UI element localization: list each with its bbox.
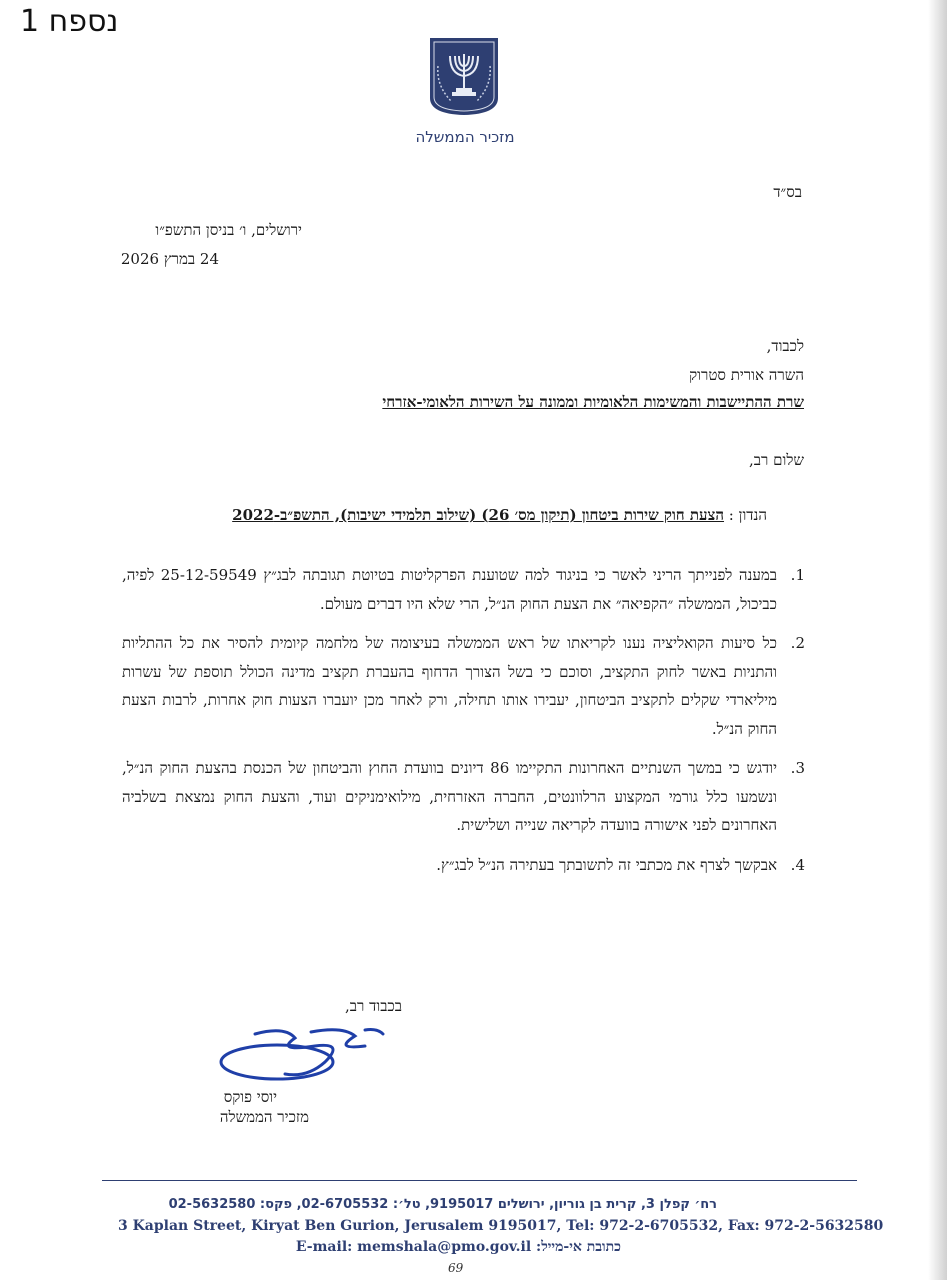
item-number: 1. xyxy=(790,566,805,584)
closing: בכבוד רב, xyxy=(345,997,402,1015)
office-name: מזכיר הממשלה xyxy=(415,128,515,146)
page-number: 69 xyxy=(448,1261,464,1275)
subject-prefix: הנדון : xyxy=(728,506,767,524)
footer-english-address: 3 Kaplan Street, Kiryat Ben Gurion, Jerusalem 9195017, Tel: 972-2-6705532, Fax: 972-2-5632580 xyxy=(118,1218,884,1234)
item-text: אבקשך לצרף את מכתבי זה לתשובתך בעתירה הנ״ל לבג״ץ. xyxy=(436,855,777,874)
date-gregorian: 24 במרץ 2026 xyxy=(120,250,219,268)
footer-divider xyxy=(102,1180,857,1181)
footer-email: E-mail: memshala@pmo.gov.il xyxy=(295,1239,532,1255)
footer-hebrew-address: רח׳ קפלן 3, קרית בן גוריון, ירושלים 9195017, טל׳: 02-6705532, פקס: 02-5632580 xyxy=(168,1197,717,1212)
page-edge-shadow xyxy=(928,0,947,1280)
footer-email-label: כתובת אי-מייל: xyxy=(536,1239,621,1255)
subject-line xyxy=(232,506,767,525)
list-item xyxy=(122,629,805,743)
signer-role: מזכיר הממשלה xyxy=(219,1108,309,1126)
addressee-title: שרת ההתיישבות והמשימות הלאומיות וממונה על השירות הלאומי-אזרחי xyxy=(382,393,804,411)
addressee-name: השרה אורית סטרוק xyxy=(689,366,804,384)
list-item xyxy=(122,754,805,840)
subject-text: הצעת חוק שירות ביטחון (תיקון מס׳ 26) (שילוב תלמידי ישיבות), התשפ״ב-2022 xyxy=(232,506,725,524)
item-text: כל סיעות הקואליציה נענו לקריאתו של ראש הממשלה בעיצומה של מלחמה קיומית להסיר את כל ההתליות והתניות באשר לחוק התקציב, וסוכם כי בשל הצורך הדחוף בהעברת תקציב מדינה הכולל תוספת של עשרות מיליארדי שקלים לתקציב הביטחון, יעבירו אותו תחילה, ורק לאחר מכן יועברו הצעות חוק אחרות, לרבות הצעת החוק הנ״ל. xyxy=(122,634,777,738)
annex-label: נספח 1 xyxy=(20,4,119,39)
greeting: שלום רב, xyxy=(749,451,804,469)
bsd-label: בס״ד xyxy=(773,183,802,201)
list-item xyxy=(122,561,805,618)
date-hebrew: ירושלים, ו׳ בניסן התשפ״ו xyxy=(155,221,302,239)
handwritten-signature-icon xyxy=(215,1022,390,1084)
item-number: 2. xyxy=(790,634,805,652)
addressee-label: לכבוד, xyxy=(766,337,804,355)
item-text: במענה לפנייתך הריני לאשר כי בניגוד למה שטוענת הפרקליטות בטיוטת תגובתה לבג״ץ 25-12-59549 לפיה, כביכול, הממשלה ״הקפיאה״ את הצעת החוק הנ״ל, הרי שלא היו דברים מעולם. xyxy=(122,566,777,613)
item-text: יודגש כי במשך השנתיים האחרונות התקיימו 86 דיונים בוועדת החוץ והביטחון של הכנסת בהצעת החוק הנ״ל, ונשמעו כלל גורמי המקצוע הרלוונטים, החברה האזרחית, מילואימניקים ועוד, והצעת החוק נמצאת בשלביה האחרונים לפני אישורה בוועדה לקריאה שנייה ושלישית. xyxy=(122,759,778,834)
item-number: 4. xyxy=(790,855,805,874)
signer-name: יוסי פוקס xyxy=(223,1088,277,1106)
item-number: 3. xyxy=(790,759,805,777)
footer-email-line xyxy=(296,1239,621,1256)
menorah-emblem-icon xyxy=(428,36,500,116)
list-item xyxy=(122,851,805,880)
numbered-items xyxy=(122,561,805,890)
